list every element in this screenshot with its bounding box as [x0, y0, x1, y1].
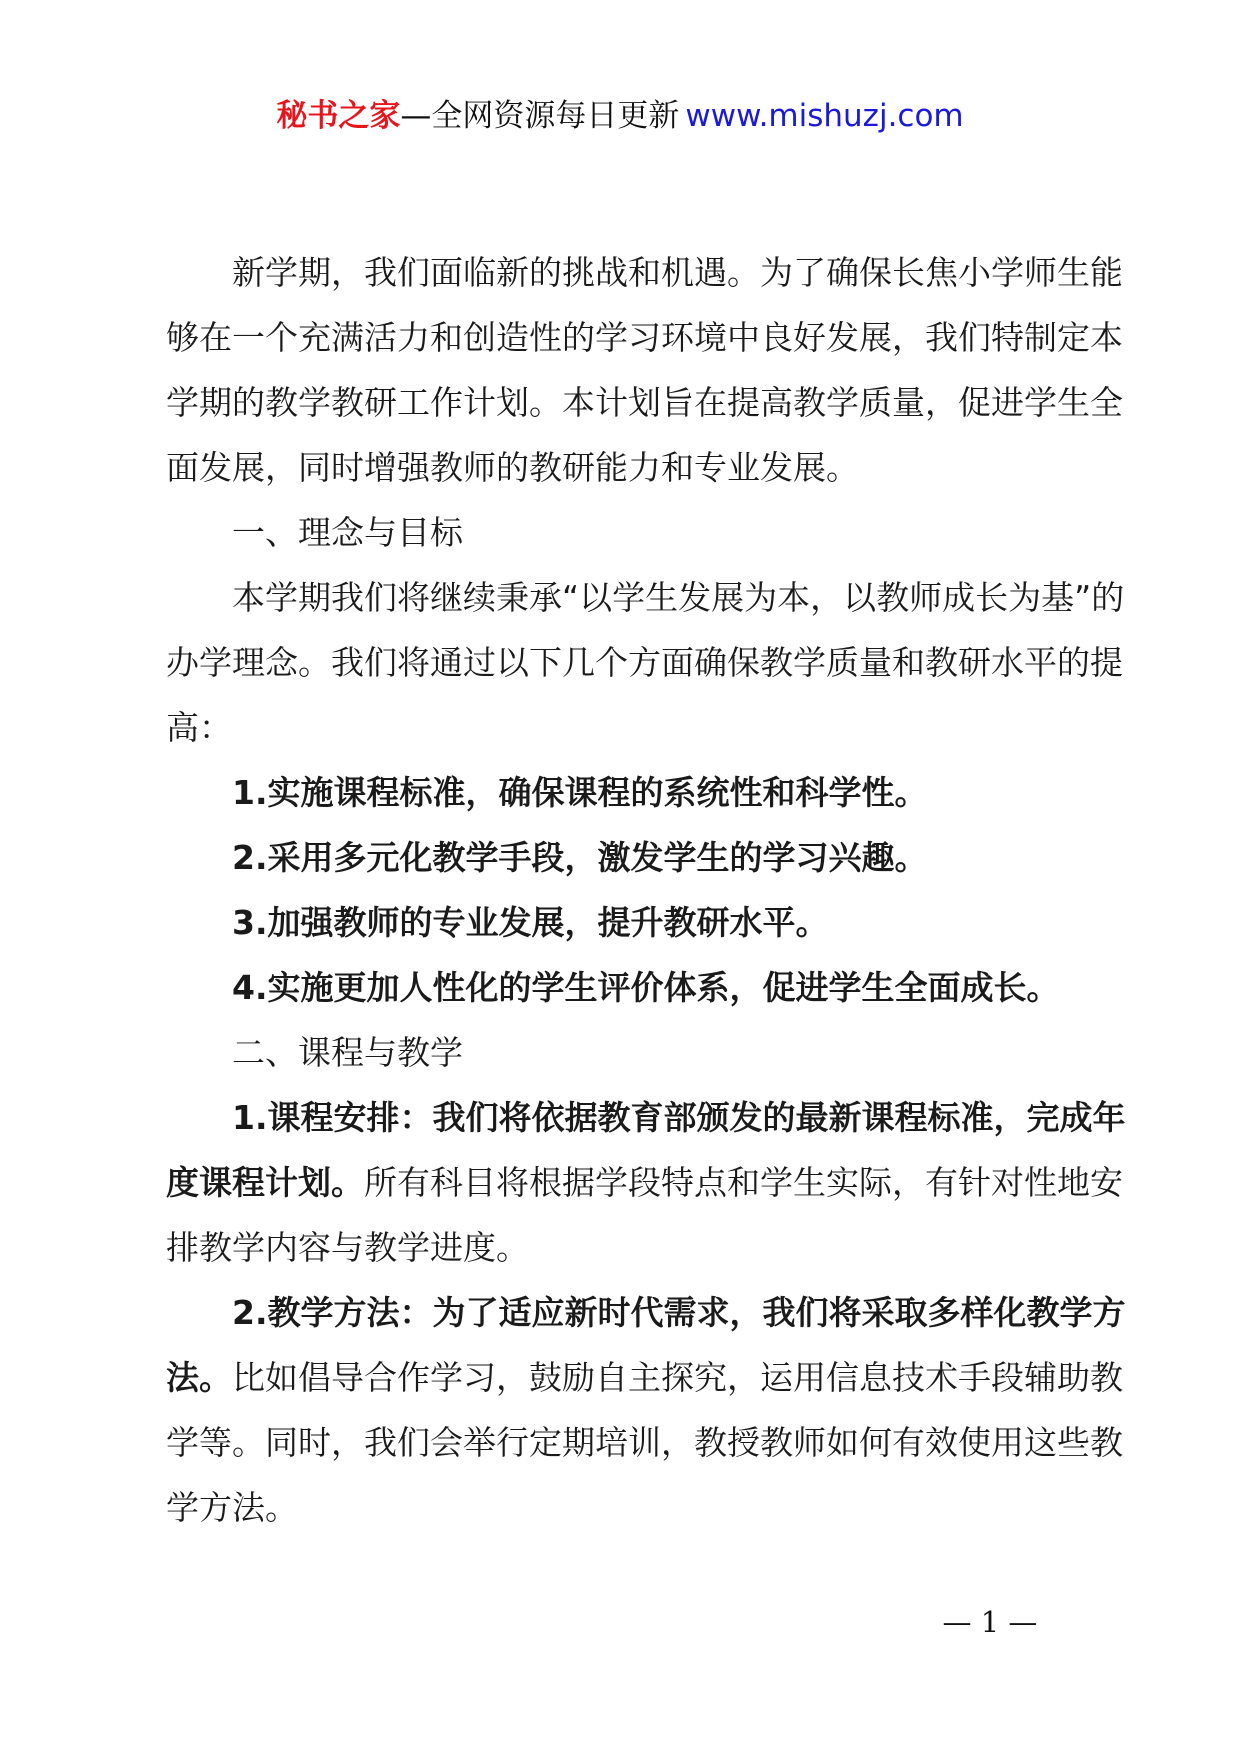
- intro-paragraph: 新学期，我们面临新的挑战和机遇。为了确保长焦小学师生能够在一个充满活力和创造性的学习环境中良好发展，我们特制定本学期的教学教研工作计划。本计划旨在提高教学质量，促进学生全面发展，同时增强教师的教研能力和专业发展。: [166, 253, 1123, 487]
- document-body: [166, 240, 1126, 1540]
- methods-lead: 2.教学方法：为了适应新时代需求，我们将采取多样化教学方法。: [166, 1293, 1126, 1397]
- page-number: — 1 —: [942, 1605, 1038, 1639]
- methods-text: 比如倡导合作学习，鼓励自主探究，运用信息技术手段辅助教学等。同时，我们会举行定期培训，教授教师如何有效使用这些教学方法。: [166, 1358, 1123, 1527]
- curriculum-paragraph: [166, 1085, 1126, 1280]
- goal-item: 4.实施更加人性化的学生评价体系，促进学生全面成长。: [232, 968, 1060, 1007]
- goal-item: 2.采用多元化教学手段，激发学生的学习兴趣。: [232, 838, 928, 877]
- brand-name: 秘书之家: [276, 98, 401, 134]
- section-heading-curriculum: 二、课程与教学: [232, 1033, 463, 1072]
- curriculum-text: 所有科目将根据学段特点和学生实际，有针对性地安排教学内容与教学进度。: [166, 1163, 1123, 1267]
- philosophy-paragraph: 本学期我们将继续秉承“以学生发展为本，以教师成长为基”的办学理念。我们将通过以下几个方面确保教学质量和教研水平的提高：: [166, 578, 1125, 747]
- site-header: [0, 96, 1240, 136]
- header-slogan: —全网资源每日更新: [400, 98, 680, 134]
- curriculum-lead: 1.课程安排：我们将依据教育部颁发的最新课程标准，完成年度课程计划。: [166, 1098, 1126, 1202]
- goal-item: 1.实施课程标准，确保课程的系统性和科学性。: [232, 773, 928, 812]
- goal-item: 3.加强教师的专业发展，提升教研水平。: [232, 903, 829, 942]
- section-heading-philosophy: 一、理念与目标: [232, 513, 463, 552]
- website-link[interactable]: www.mishuzj.com: [685, 98, 964, 134]
- methods-paragraph: [166, 1280, 1126, 1540]
